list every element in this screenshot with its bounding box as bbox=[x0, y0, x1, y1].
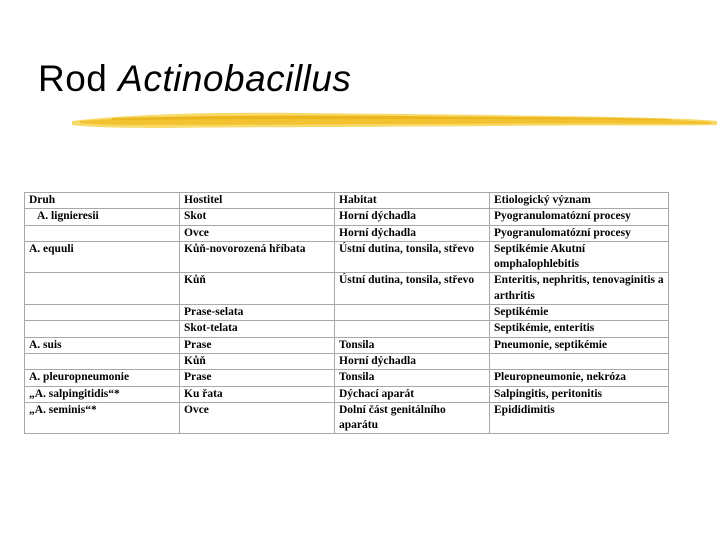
table-cell: Enteritis, nephritis, tenovaginitis a arthritis bbox=[490, 273, 669, 305]
table-cell: Horní dýchadla bbox=[335, 209, 490, 225]
table-cell: Pyogranulomatózní procesy bbox=[490, 209, 669, 225]
table-cell: Ústní dutina, tonsila, střevo bbox=[335, 273, 490, 305]
table-cell: Epididimitis bbox=[490, 402, 669, 434]
table-cell: Septikémie bbox=[490, 305, 669, 321]
table-cell bbox=[25, 305, 180, 321]
header-cell: Etiologický význam bbox=[490, 193, 669, 209]
table-cell: Tonsila bbox=[335, 337, 490, 353]
table-cell bbox=[25, 353, 180, 369]
header-cell: Druh bbox=[25, 193, 180, 209]
table-row bbox=[25, 337, 669, 353]
data-table bbox=[24, 192, 669, 434]
table-cell: Ku řata bbox=[180, 386, 335, 402]
table-cell: Septikémie, enteritis bbox=[490, 321, 669, 337]
table-cell: Pyogranulomatózní procesy bbox=[490, 225, 669, 241]
table-cell bbox=[25, 273, 180, 305]
table-cell bbox=[335, 321, 490, 337]
table-cell: Horní dýchadla bbox=[335, 353, 490, 369]
table-cell: Horní dýchadla bbox=[335, 225, 490, 241]
species-table bbox=[24, 192, 668, 434]
table-cell: „A. seminis“* bbox=[25, 402, 180, 434]
table-cell bbox=[25, 321, 180, 337]
table-cell: A. lignieresii bbox=[25, 209, 180, 225]
table-cell: Septikémie Akutní omphalophlebitis bbox=[490, 241, 669, 273]
table-cell: Pneumonie, septikémie bbox=[490, 337, 669, 353]
table-cell: Prase bbox=[180, 337, 335, 353]
title-prefix: Rod bbox=[38, 58, 108, 99]
table-row bbox=[25, 353, 669, 369]
table-row bbox=[25, 305, 669, 321]
table-row bbox=[25, 386, 669, 402]
table-row bbox=[25, 241, 669, 273]
table-cell: Skot-telata bbox=[180, 321, 335, 337]
yellow-brush-stroke bbox=[72, 108, 717, 132]
table-cell bbox=[490, 353, 669, 369]
table-cell: Ovce bbox=[180, 225, 335, 241]
table-row bbox=[25, 321, 669, 337]
table-header-row bbox=[25, 193, 669, 209]
table-cell: Ústní dutina, tonsila, střevo bbox=[335, 241, 490, 273]
table-cell: Dolní část genitálního aparátu bbox=[335, 402, 490, 434]
table-row bbox=[25, 209, 669, 225]
table-cell: Skot bbox=[180, 209, 335, 225]
table-cell bbox=[25, 225, 180, 241]
table-row bbox=[25, 402, 669, 434]
table-cell: Prase-selata bbox=[180, 305, 335, 321]
header-cell: Habitat bbox=[335, 193, 490, 209]
table-row bbox=[25, 273, 669, 305]
table-cell: A. equuli bbox=[25, 241, 180, 273]
header-cell: Hostitel bbox=[180, 193, 335, 209]
slide-title bbox=[38, 58, 351, 100]
table-cell: Kůň bbox=[180, 353, 335, 369]
table-row bbox=[25, 370, 669, 386]
table-cell: Ovce bbox=[180, 402, 335, 434]
table-cell: Kůň-novorozená hříbata bbox=[180, 241, 335, 273]
table-cell: Prase bbox=[180, 370, 335, 386]
table-cell: Salpingitis, peritonitis bbox=[490, 386, 669, 402]
table-cell: „A. salpingitidis“* bbox=[25, 386, 180, 402]
table-cell: A. suis bbox=[25, 337, 180, 353]
table-cell bbox=[335, 305, 490, 321]
table-cell: Dýchací aparát bbox=[335, 386, 490, 402]
table-cell: Pleuropneumonie, nekróza bbox=[490, 370, 669, 386]
table-cell: Tonsila bbox=[335, 370, 490, 386]
table-row bbox=[25, 225, 669, 241]
table-cell: A. pleuropneumonie bbox=[25, 370, 180, 386]
title-genus: Actinobacillus bbox=[118, 58, 352, 99]
table-cell: Kůň bbox=[180, 273, 335, 305]
